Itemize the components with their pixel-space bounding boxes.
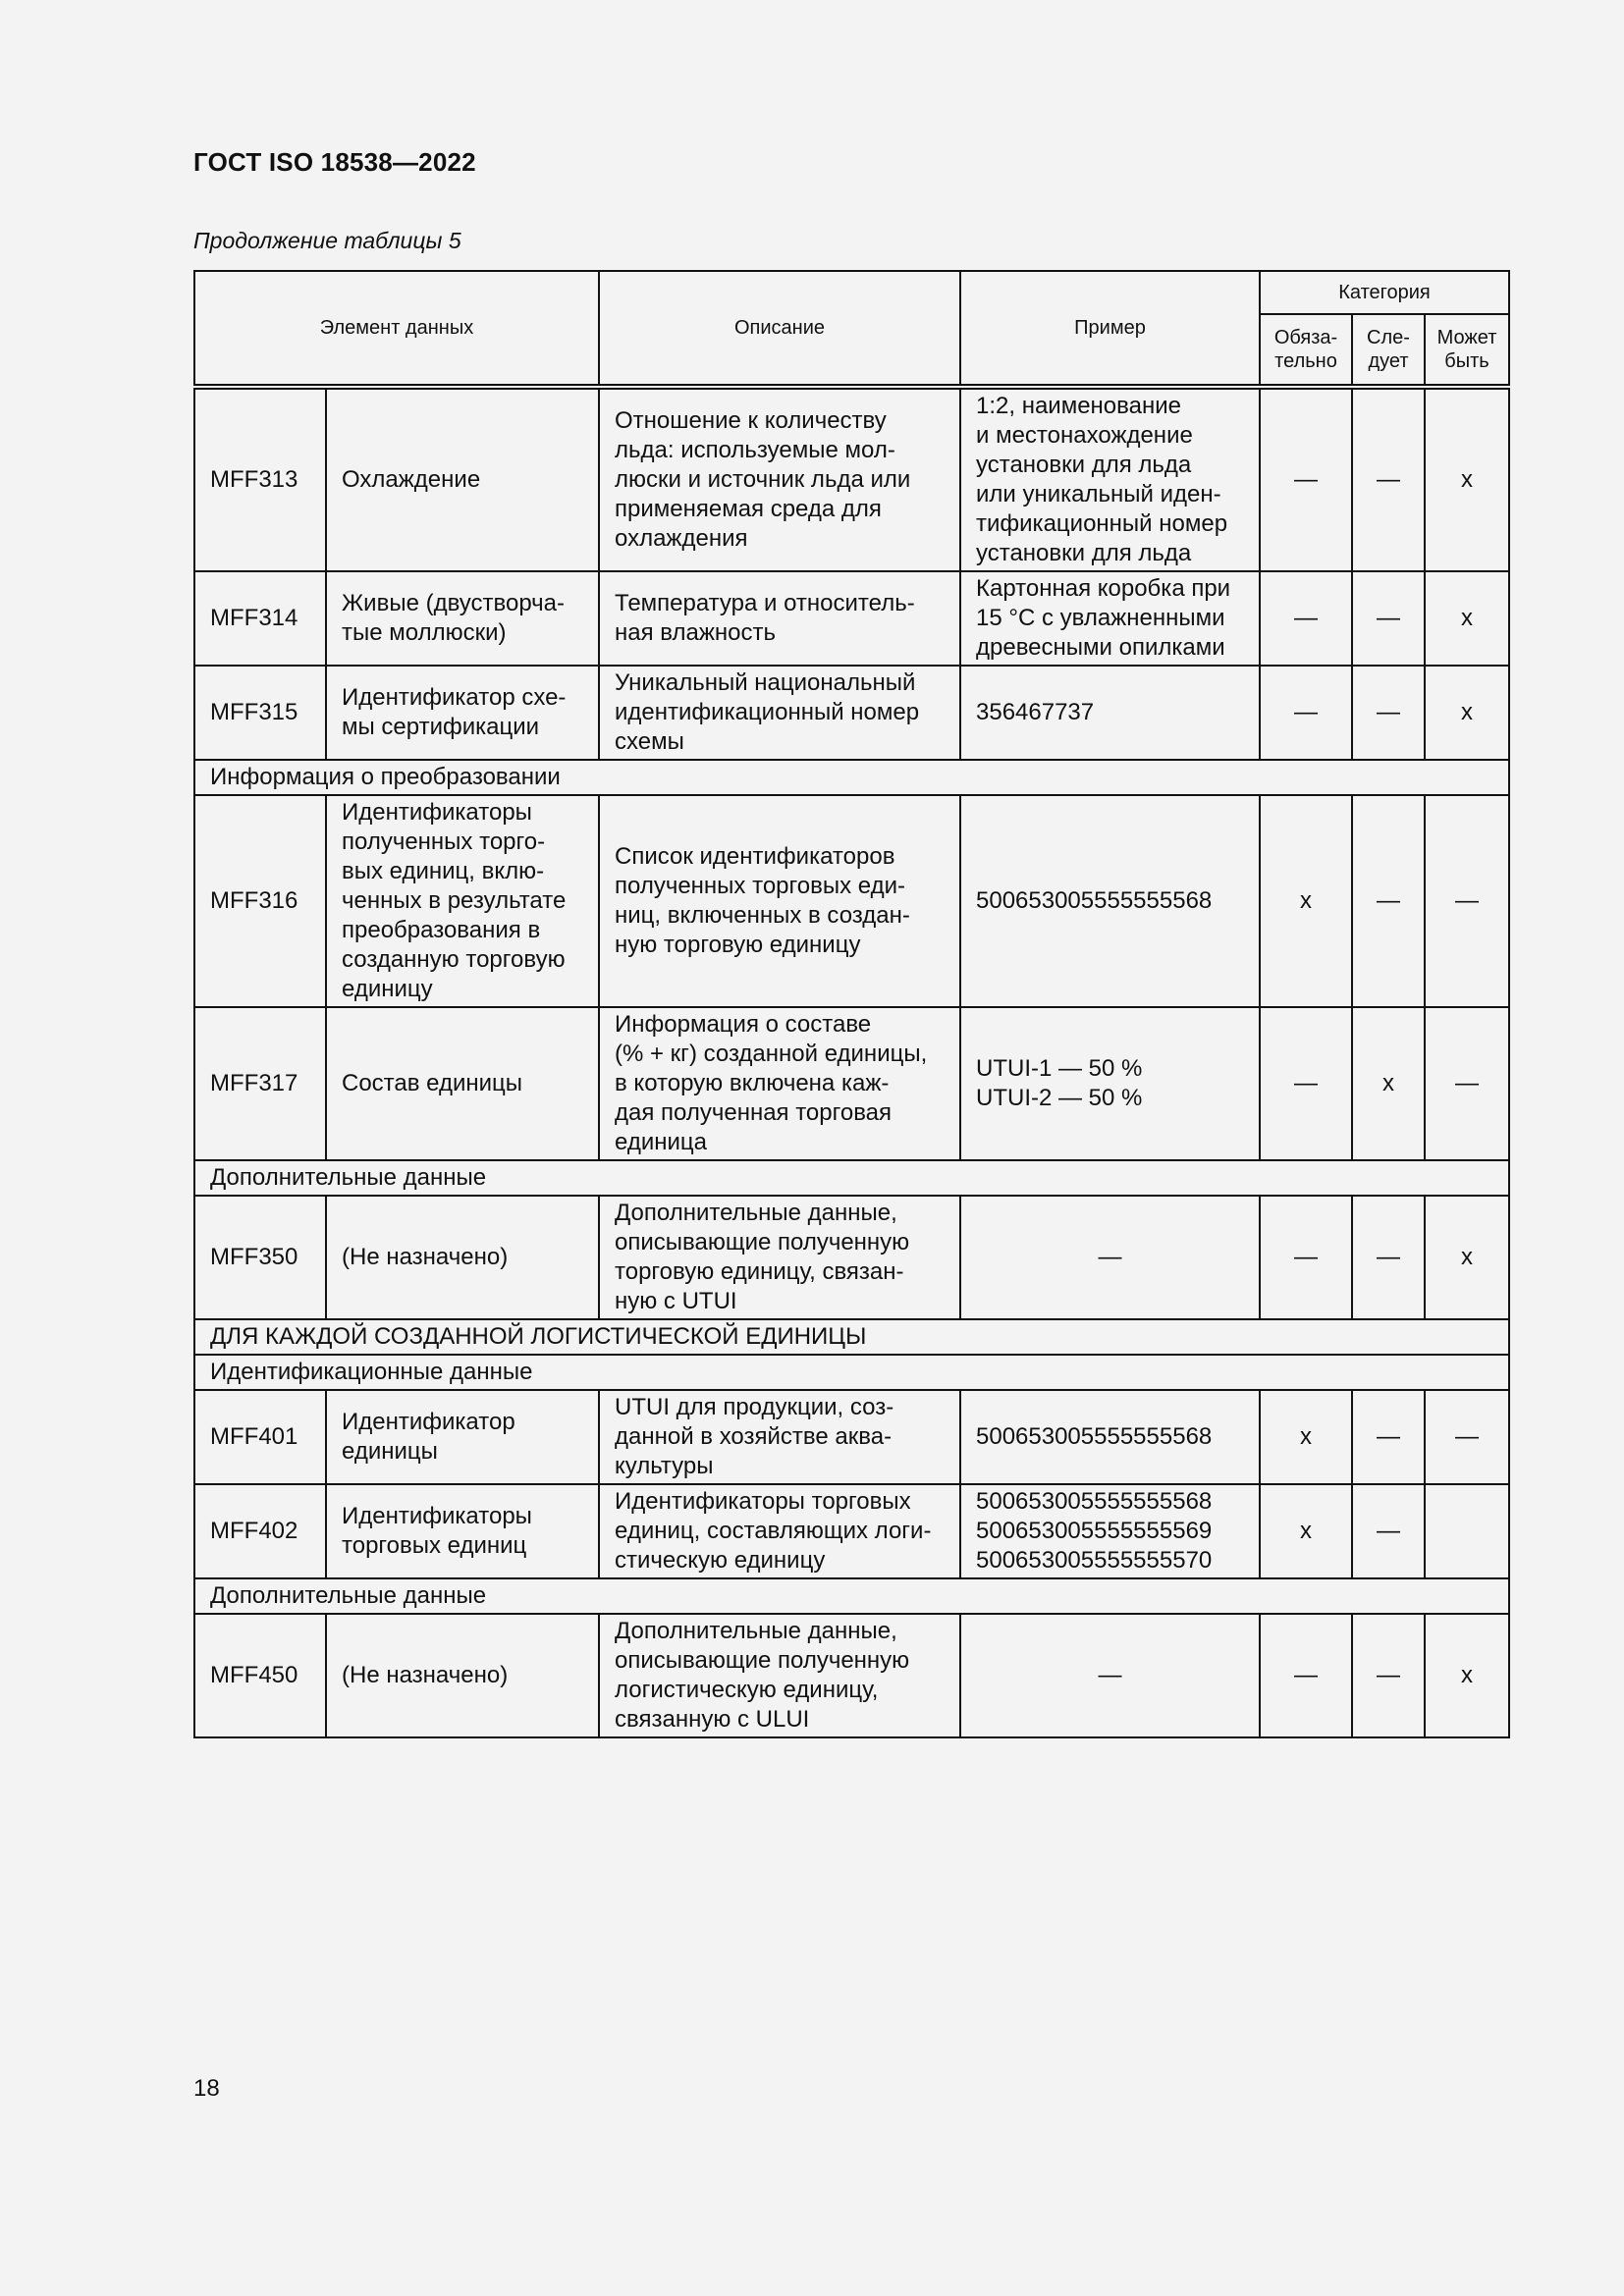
example-cell: — — [960, 1614, 1260, 1737]
column-header-example: Пример — [960, 271, 1260, 387]
should-cell: — — [1352, 387, 1425, 571]
mandatory-cell: x — [1260, 1484, 1352, 1578]
description-cell: Уникальный национальный идентификационный номер схемы — [599, 666, 960, 760]
section-row — [194, 1355, 1509, 1390]
element-name-cell: Идентификаторы полученных торго- вых единиц, вклю- ченных в результате преобразования в созданную торговую единицу — [326, 795, 599, 1007]
table-row — [194, 795, 1509, 1007]
may-cell: x — [1425, 1614, 1509, 1737]
example-cell: 356467737 — [960, 666, 1260, 760]
may-cell: — — [1425, 1390, 1509, 1484]
element-name-cell: Охлаждение — [326, 387, 599, 571]
section-heading: Дополнительные данные — [194, 1578, 1509, 1614]
description-cell: Температура и относитель- ная влажность — [599, 571, 960, 666]
table-row — [194, 1484, 1509, 1578]
should-cell: — — [1352, 666, 1425, 760]
section-heading: Информация о преобразовании — [194, 760, 1509, 795]
description-cell: Список идентификаторов полученных торговых еди- ниц, включенных в создан- ную торговую единицу — [599, 795, 960, 1007]
description-cell: Информация о составе (% + кг) созданной единицы, в которую включена каж- дая полученная торговая единица — [599, 1007, 960, 1160]
example-cell: 500653005555555568 500653005555555569 500653005555555570 — [960, 1484, 1260, 1578]
table-row — [194, 666, 1509, 760]
table-caption: Продолжение таблицы 5 — [193, 228, 461, 253]
section-heading: Идентификационные данные — [194, 1355, 1509, 1390]
element-code-cell: MFF317 — [194, 1007, 326, 1160]
element-code-cell: MFF350 — [194, 1196, 326, 1319]
section-heading: ДЛЯ КАЖДОЙ СОЗДАННОЙ ЛОГИСТИЧЕСКОЙ ЕДИНИЦЫ — [194, 1319, 1509, 1355]
element-name-cell: Идентификатор схе- мы сертификации — [326, 666, 599, 760]
element-code-cell: MFF313 — [194, 387, 326, 571]
may-cell: x — [1425, 666, 1509, 760]
mandatory-cell: x — [1260, 1390, 1352, 1484]
may-cell — [1425, 1484, 1509, 1578]
table-row — [194, 1007, 1509, 1160]
element-name-cell: Идентификатор единицы — [326, 1390, 599, 1484]
description-cell: Отношение к количеству льда: используемые мол- люски и источник льда или применяемая среда для охлаждения — [599, 387, 960, 571]
example-cell: UTUI-1 — 50 % UTUI-2 — 50 % — [960, 1007, 1260, 1160]
should-cell: — — [1352, 1614, 1425, 1737]
data-elements-table — [193, 270, 1510, 1738]
may-cell: x — [1425, 387, 1509, 571]
element-code-cell: MFF450 — [194, 1614, 326, 1737]
may-cell: x — [1425, 571, 1509, 666]
should-cell: — — [1352, 795, 1425, 1007]
example-cell: 500653005555555568 — [960, 1390, 1260, 1484]
table-body — [194, 387, 1509, 1737]
element-name-cell: Состав единицы — [326, 1007, 599, 1160]
may-cell: x — [1425, 1196, 1509, 1319]
should-cell: — — [1352, 1196, 1425, 1319]
section-row — [194, 1160, 1509, 1196]
column-header-description: Описание — [599, 271, 960, 387]
column-header-element: Элемент данных — [194, 271, 599, 387]
example-cell: Картонная коробка при 15 °С с увлажненными древесными опилками — [960, 571, 1260, 666]
element-code-cell: MFF314 — [194, 571, 326, 666]
example-cell: 500653005555555568 — [960, 795, 1260, 1007]
should-cell: — — [1352, 1484, 1425, 1578]
column-header-may: Может быть — [1425, 314, 1509, 387]
element-name-cell: (Не назначено) — [326, 1614, 599, 1737]
description-cell: Дополнительные данные, описывающие полученную торговую единицу, связан- ную с UTUI — [599, 1196, 960, 1319]
table-row — [194, 571, 1509, 666]
element-code-cell: MFF402 — [194, 1484, 326, 1578]
description-cell: UTUI для продукции, соз- данной в хозяйстве аква- культуры — [599, 1390, 960, 1484]
table-row — [194, 1196, 1509, 1319]
should-cell: x — [1352, 1007, 1425, 1160]
element-code-cell: MFF401 — [194, 1390, 326, 1484]
table-row — [194, 387, 1509, 571]
element-name-cell: (Не назначено) — [326, 1196, 599, 1319]
description-cell: Идентификаторы торговых единиц, составляющих логи- стическую единицу — [599, 1484, 960, 1578]
page-number: 18 — [193, 2075, 220, 2102]
example-cell: — — [960, 1196, 1260, 1319]
section-row — [194, 1578, 1509, 1614]
mandatory-cell: — — [1260, 571, 1352, 666]
column-header-should: Сле- дует — [1352, 314, 1425, 387]
document-header: ГОСТ ISO 18538—2022 — [193, 147, 476, 177]
element-code-cell: MFF315 — [194, 666, 326, 760]
section-row — [194, 1319, 1509, 1355]
mandatory-cell: — — [1260, 666, 1352, 760]
element-name-cell: Живые (двустворча- тые моллюски) — [326, 571, 599, 666]
should-cell: — — [1352, 571, 1425, 666]
may-cell: — — [1425, 795, 1509, 1007]
mandatory-cell: — — [1260, 1614, 1352, 1737]
description-cell: Дополнительные данные, описывающие полученную логистическую единицу, связанную с ULUI — [599, 1614, 960, 1737]
section-row — [194, 760, 1509, 795]
table-row — [194, 1614, 1509, 1737]
mandatory-cell: x — [1260, 795, 1352, 1007]
column-header-category: Категория — [1260, 271, 1509, 314]
column-header-mandatory: Обяза- тельно — [1260, 314, 1352, 387]
table-row — [194, 1390, 1509, 1484]
element-name-cell: Идентификаторы торговых единиц — [326, 1484, 599, 1578]
example-cell: 1:2, наименование и местонахождение установки для льда или уникальный иден- тификационный номер установки для льда — [960, 387, 1260, 571]
element-code-cell: MFF316 — [194, 795, 326, 1007]
mandatory-cell: — — [1260, 387, 1352, 571]
should-cell: — — [1352, 1390, 1425, 1484]
section-heading: Дополнительные данные — [194, 1160, 1509, 1196]
mandatory-cell: — — [1260, 1007, 1352, 1160]
mandatory-cell: — — [1260, 1196, 1352, 1319]
may-cell: — — [1425, 1007, 1509, 1160]
